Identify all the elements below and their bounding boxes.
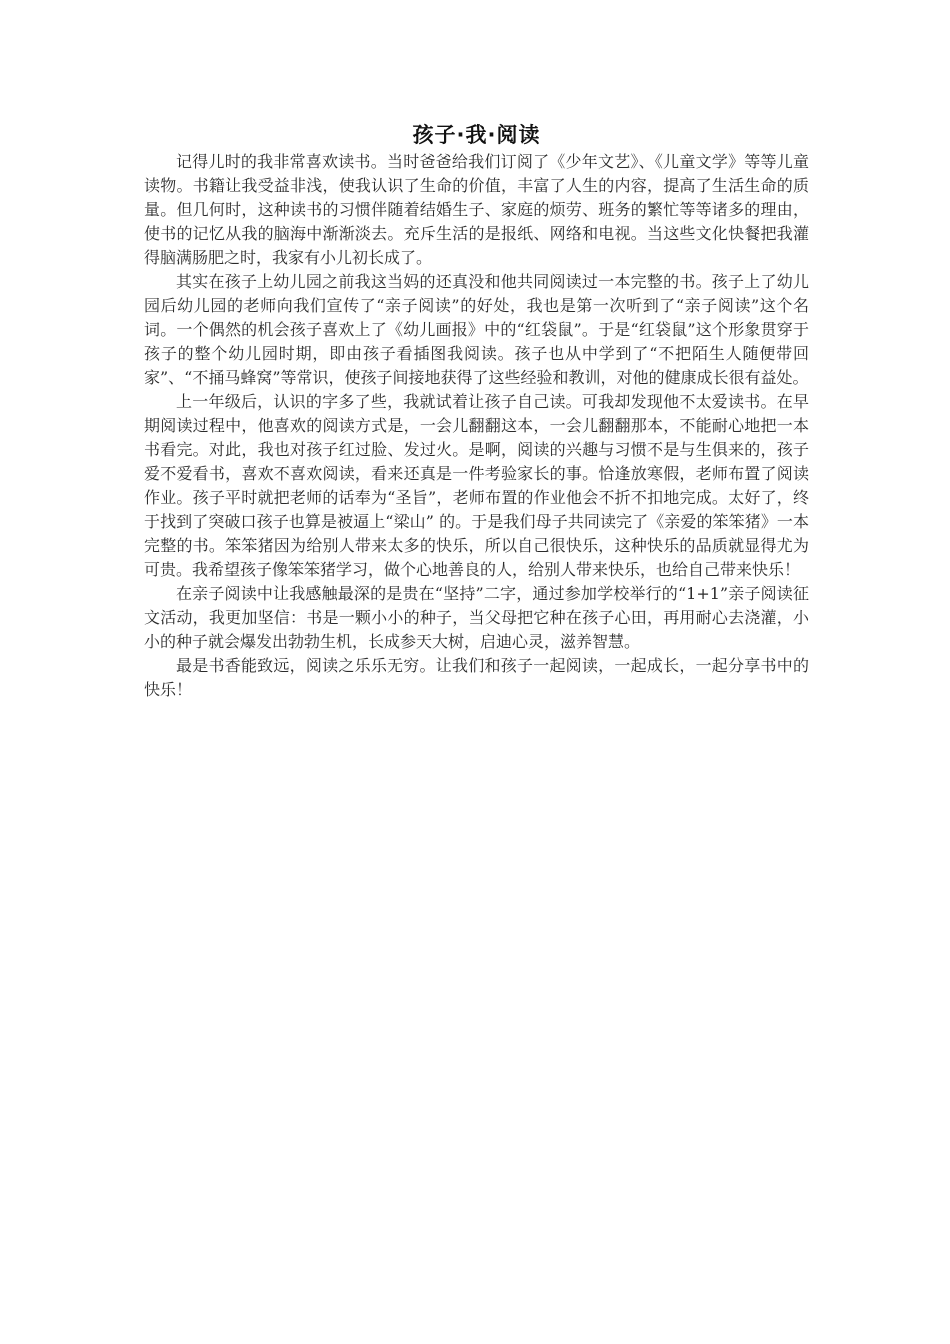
paragraph: 最是书香能致远，阅读之乐乐无穷。让我们和孩子一起阅读，一起成长，一起分享书中的快乐！: [144, 656, 809, 699]
paragraph: 在亲子阅读中让我感触最深的是贵在“坚持”二字，通过参加学校举行的“1+1”亲子阅读征文活动，我更加坚信：书是一颗小小的种子，当父母把它种在孩子心田，再用耐心去浇灌，小小的种子就会爆发出勃勃生机，长成参天大树，启迪心灵，滋养智慧。: [144, 584, 809, 651]
document-body: [144, 120, 809, 702]
paragraph: 记得儿时的我非常喜欢读书。当时爸爸给我们订阅了《少年文艺》、《儿童文学》等等儿童读物。书籍让我受益非浅，使我认识了生命的价值，丰富了人生的内容，提高了生活生命的质量。但几何时，这种读书的习惯伴随着结婚生子、家庭的烦劳、班务的繁忙等等诸多的理由，使书的记忆从我的脑海中渐渐淡去。充斥生活的是报纸、网络和电视。当这些文化快餐把我灌得脑满肠肥之时，我家有小儿初长成了。: [144, 152, 809, 267]
paragraph: 上一年级后，认识的字多了些，我就试着让孩子自己读。可我却发现他不太爱读书。在早期阅读过程中，他喜欢的阅读方式是，一会儿翻翻这本，一会儿翻翻那本，不能耐心地把一本书看完。对此，我也对孩子红过脸、发过火。是啊，阅读的兴趣与习惯不是与生俱来的，孩子爱不爱看书，喜欢不喜欢阅读，看来还真是一件考验家长的事。恰逢放寒假，老师布置了阅读作业。孩子平时就把老师的话奉为“圣旨”，老师布置的作业他会不折不扣地完成。太好了，终于找到了突破口孩子也算是被逼上“梁山” 的。于是我们母子共同读完了《亲爱的笨笨猪》一本完整的书。笨笨猪因为给别人带来太多的快乐，所以自己很快乐，这种快乐的品质就显得尤为可贵。我希望孩子像笨笨猪学习，做个心地善良的人，给别人带来快乐，也给自己带来快乐！: [144, 392, 809, 579]
paragraph: 其实在孩子上幼儿园之前我这当妈的还真没和他共同阅读过一本完整的书。孩子上了幼儿园后幼儿园的老师向我们宣传了“亲子阅读”的好处，我也是第一次听到了“亲子阅读”这个名词。一个偶然的机会孩子喜欢上了《幼儿画报》中的“红袋鼠”。于是“红袋鼠”这个形象贯穿于孩子的整个幼儿园时期，即由孩子看插图我阅读。孩子也从中学到了“不把陌生人随便带回家”、“不捅马蜂窝”等常识，使孩子间接地获得了这些经验和教训，对他的健康成长很有益处。: [144, 272, 809, 387]
document-title: 孩子·我·阅读: [412, 123, 541, 147]
